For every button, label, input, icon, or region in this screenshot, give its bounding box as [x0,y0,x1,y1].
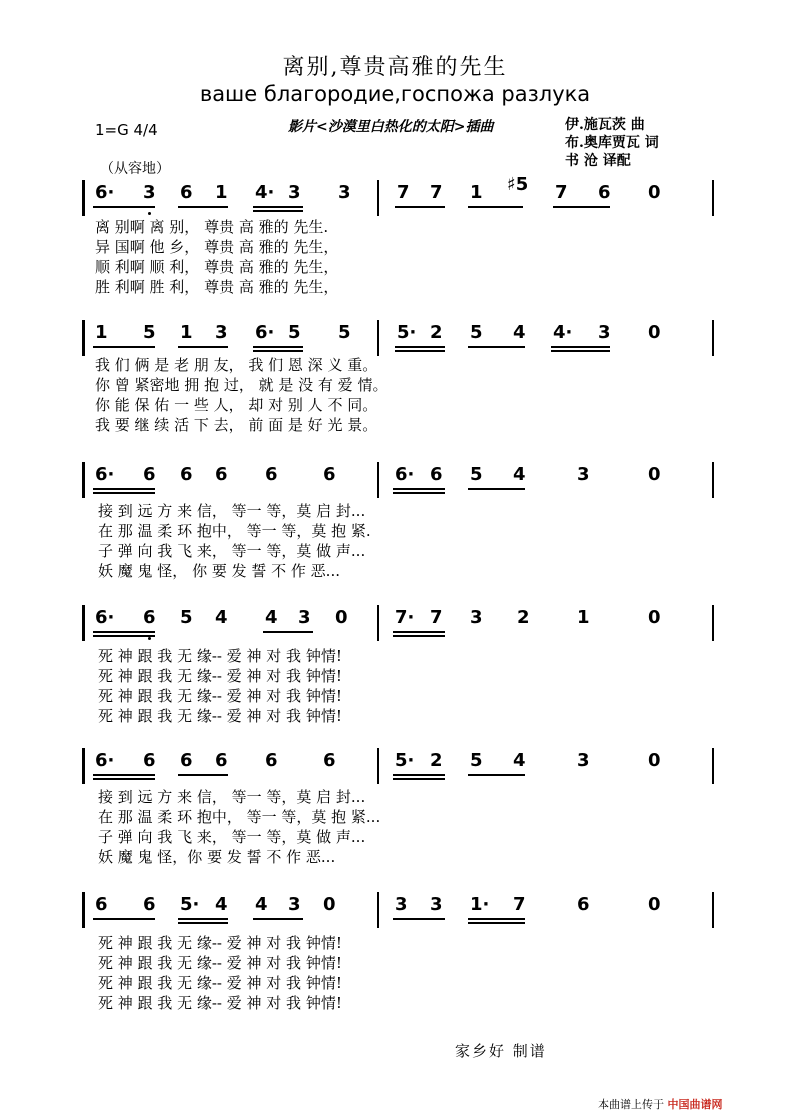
note: 1 [215,182,228,203]
note: 4 [215,607,228,628]
note: 0 [648,322,661,343]
tempo-marking: （从容地） [100,161,170,177]
note: 3 [143,182,156,203]
note: 6 [323,750,336,771]
note: 5 [470,750,483,771]
site-logo: 中国曲谱网 [667,1098,723,1111]
note: 6· [95,750,115,771]
lyric-line: 妖 魔 鬼 怪，你 要 发 誓 不 作 恶... [98,848,336,866]
note: 3 [395,894,408,915]
note: 7 [513,894,526,915]
note: 6 [577,894,590,915]
note: 5 [180,607,193,628]
note: 4 [215,894,228,915]
note: 1 [180,322,193,343]
note: 0 [648,607,661,628]
credit-composer: 伊.施瓦茨 曲 [565,117,645,133]
note: 0 [648,750,661,771]
note: 1· [470,894,490,915]
note: 4· [255,182,275,203]
note: 6 [215,464,228,485]
subtitle: 影片<沙漠里白热化的太阳>插曲 [288,119,494,135]
note: 6· [95,607,115,628]
watermark [598,1096,723,1112]
lyric-line: 死 神 跟 我 无 缘-- 爱 神 对 我 钟情! [98,954,342,972]
lyric-line: 离 别啊 离 别， 尊贵 高 雅的 先生. [95,218,329,236]
note: 5 [288,322,301,343]
note: 6 [180,750,193,771]
note: 6 [180,464,193,485]
lyric-line: 妖 魔 鬼 怪， 你 要 发 誓 不 作 恶... [98,562,340,580]
lyric-line: 你 能 保 佑 一 些 人， 却 对 别 人 不 同。 [95,396,378,414]
note: 6 [143,464,156,485]
note: 6· [255,322,275,343]
note: ♯5 [507,174,529,195]
note: 2 [430,750,443,771]
note: 0 [648,464,661,485]
note: 5 [470,322,483,343]
note: 5· [397,322,417,343]
note: 4 [513,750,526,771]
note: 5 [338,322,351,343]
note: 3 [470,607,483,628]
note: 1 [95,322,108,343]
lyric-line: 死 神 跟 我 无 缘-- 爱 神 对 我 钟情! [98,707,342,725]
note: 3 [430,894,443,915]
note: 6 [430,464,443,485]
lyric-line: 死 神 跟 我 无 缘-- 爱 神 对 我 钟情! [98,994,342,1012]
lyric-line: 你 曾 紧密地 拥 抱 过， 就 是 没 有 爱 情。 [95,376,388,394]
note: 6· [95,182,115,203]
note: 6 [215,750,228,771]
note: 0 [648,894,661,915]
note: 5 [143,322,156,343]
credit-lyricist: 布.奥库贾瓦 词 [565,135,659,151]
lyric-line: 胜 利啊 胜 利， 尊贵 高 雅的 先生， [95,278,339,296]
note: 2 [430,322,443,343]
note: 3 [577,464,590,485]
lyric-line: 异 国啊 他 乡， 尊贵 高 雅的 先生， [95,238,339,256]
note: 3 [288,894,301,915]
note: 3 [298,607,311,628]
arranger-credit: 家乡好 制谱 [455,1042,547,1060]
title-russian: ваше благородие,госпожа разлука [199,82,591,106]
lyric-line: 子 弹 向 我 飞 来， 等一 等，莫 做 声... [98,542,366,560]
note: 6 [265,750,278,771]
note: 7 [430,182,443,203]
note: 7· [395,607,415,628]
note: 0 [323,894,336,915]
lyric-line: 子 弹 向 我 飞 来， 等一 等，莫 做 声... [98,828,366,846]
note: 0 [648,182,661,203]
note: 6· [395,464,415,485]
note: 1 [577,607,590,628]
note: 5· [180,894,200,915]
key-signature: 1=G 4/4 [95,121,158,139]
note: 3 [598,322,611,343]
lyric-line: 我 们 俩 是 老 朋 友， 我 们 恩 深 义 重。 [95,356,378,374]
note: 4 [265,607,278,628]
note: 3 [215,322,228,343]
lyric-line: 接 到 远 方 来 信， 等一 等，莫 启 封... [98,788,366,806]
lyric-line: 死 神 跟 我 无 缘-- 爱 神 对 我 钟情! [98,647,342,665]
note: 4 [513,464,526,485]
lyric-line: 死 神 跟 我 无 缘-- 爱 神 对 我 钟情! [98,687,342,705]
note: 5· [395,750,415,771]
note: 5 [470,464,483,485]
note: 6 [180,182,193,203]
note: 6 [265,464,278,485]
note: 0 [335,607,348,628]
note: 2 [517,607,530,628]
note: 7 [555,182,568,203]
credit-translator: 书 沧 译配 [565,153,631,169]
lyric-line: 死 神 跟 我 无 缘-- 爱 神 对 我 钟情! [98,974,342,992]
lyric-line: 死 神 跟 我 无 缘-- 爱 神 对 我 钟情! [98,934,342,952]
note: 6 [143,607,156,628]
lyric-line: 接 到 远 方 来 信， 等一 等，莫 启 封... [98,502,366,520]
lyric-line: 死 神 跟 我 无 缘-- 爱 神 对 我 钟情! [98,667,342,685]
note: 6 [143,750,156,771]
lyric-line: 在 那 温 柔 环 抱中， 等一 等，莫 抱 紧... [98,808,381,826]
lyric-line: 顺 利啊 顺 利， 尊贵 高 雅的 先生， [95,258,339,276]
note: 4 [513,322,526,343]
note: 7 [430,607,443,628]
note: 7 [397,182,410,203]
note: 4 [255,894,268,915]
lyric-line: 我 要 继 续 活 下 去， 前 面 是 好 光 景。 [95,416,378,434]
note: 3 [288,182,301,203]
lyric-line: 在 那 温 柔 环 抱中， 等一 等，莫 抱 紧. [98,522,371,540]
note: 6· [95,464,115,485]
watermark-text: 本曲谱上传于 [598,1098,664,1111]
note: 4· [553,322,573,343]
note: 6 [95,894,108,915]
title-chinese: 离别,尊贵高雅的先生 [282,55,508,80]
note: 6 [143,894,156,915]
note: 3 [577,750,590,771]
note: 1 [470,182,483,203]
note: 6 [323,464,336,485]
note: 3 [338,182,351,203]
note: 6 [598,182,611,203]
